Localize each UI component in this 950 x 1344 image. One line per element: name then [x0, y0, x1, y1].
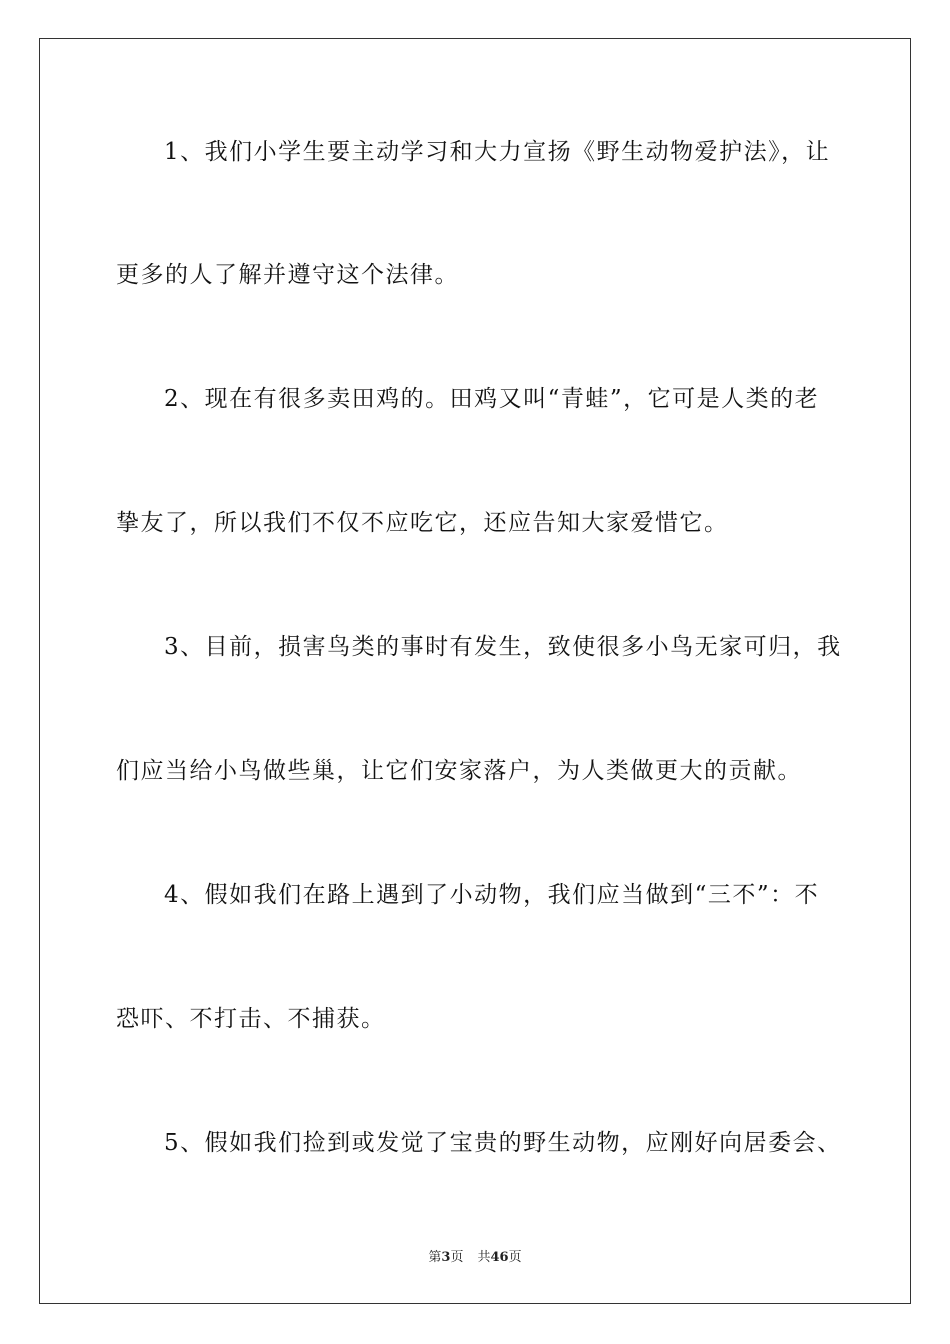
- page-suffix: 页: [450, 1250, 464, 1265]
- total-pages: 46: [490, 1250, 509, 1265]
- page-number: 3: [441, 1250, 451, 1265]
- paragraph-1-line-2: 更多的人了解并遵守这个法律。: [116, 262, 459, 288]
- paragraph-4-line-1: 4、假如我们在路上遇到了小动物，我们应当做到“三不”：不: [164, 882, 820, 908]
- paragraph-2-line-1: 2、现在有很多卖田鸡的。田鸡又叫“青蛙”，它可是人类的老: [164, 386, 820, 412]
- page-prefix: 第: [428, 1250, 442, 1265]
- paragraph-5-line-1: 5、假如我们捡到或发觉了宝贵的野生动物，应刚好向居委会、: [164, 1130, 842, 1156]
- paragraph-3-line-2: 们应当给小鸟做些巢，让它们安家落户，为人类做更大的贡献。: [116, 758, 802, 784]
- paragraph-3-line-1: 3、目前，损害鸟类的事时有发生，致使很多小鸟无家可归，我: [164, 634, 842, 660]
- page-footer: [0, 1246, 950, 1265]
- total-prefix: 共: [477, 1250, 491, 1265]
- page-border: [39, 38, 911, 1304]
- paragraph-2-line-2: 挚友了，所以我们不仅不应吃它，还应告知大家爱惜它。: [116, 510, 729, 536]
- paragraph-1-line-1: 1、我们小学生要主动学习和大力宣扬《野生动物爱护法》，让: [164, 139, 831, 165]
- total-suffix: 页: [508, 1250, 522, 1265]
- paragraph-4-line-2: 恐吓、不打击、不捕获。: [116, 1006, 386, 1032]
